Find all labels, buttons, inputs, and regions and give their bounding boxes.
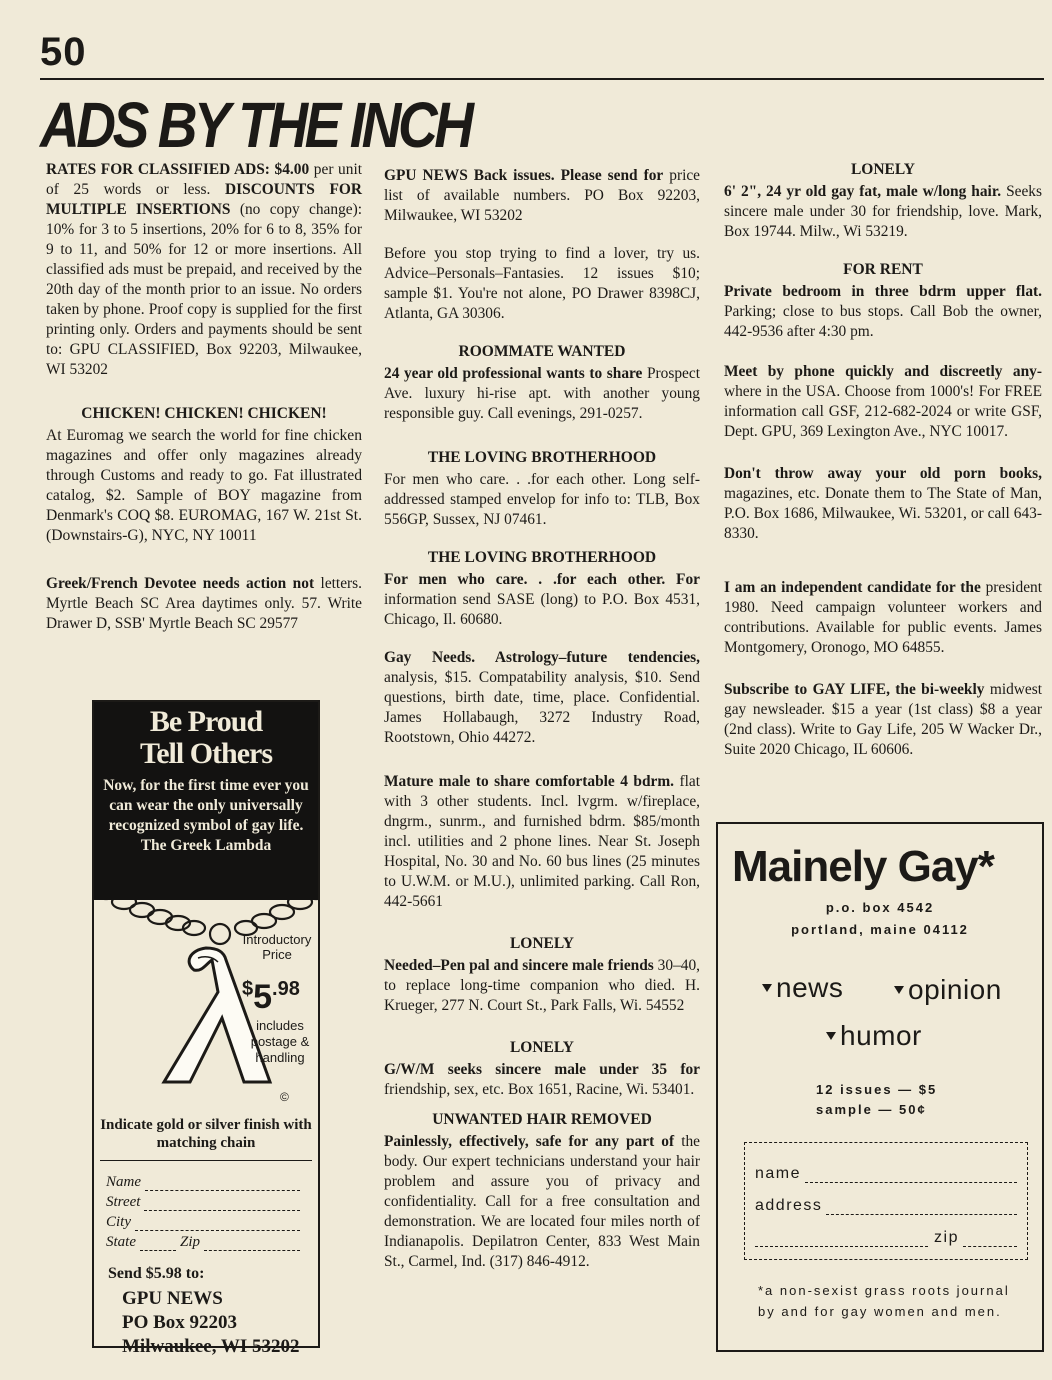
ad-lead: GPU NEWS Back issues. Please send for (384, 167, 664, 184)
ad-roommate (384, 342, 700, 424)
ad-heading: LONELY (850, 161, 916, 178)
address-line: Milwaukee, WI 53202 (122, 1336, 300, 1357)
ad-body: president 1980. Need campaign volunteer workers and contributions. Available for public events. James Montgomery, Oronogo, MO 64855. (724, 579, 1043, 656)
price-cents: .98 (272, 978, 300, 1000)
field-label: Street (106, 1194, 141, 1210)
field-line (140, 1237, 176, 1251)
price (242, 978, 300, 1017)
rates-text-1: per unit of 25 words or less. (46, 161, 363, 198)
intro-price-label: Introductory Price (242, 932, 312, 962)
ad-heading: UNWANTED HAIR REMOVED (432, 1111, 652, 1128)
field-label: zip (934, 1229, 959, 1246)
field-line (144, 1197, 300, 1211)
ad-lover (384, 244, 700, 324)
ad-body: friendship, sex, etc. Box 1651, Racine, Wi. 53401. (384, 1081, 695, 1098)
ad-heading: LONELY (509, 935, 575, 952)
ad-lead: G/W/M seeks sincere male under 35 for (384, 1061, 700, 1078)
ad-lead: Don't throw away your old porn books, (724, 465, 1042, 482)
ad-body: where in the USA. Choose from 1000's! For FREE information call GSF, 212-682-2024 or write GSF, Dept. GPU, 369 Lexington Ave., NYC 10017. (724, 383, 1042, 440)
rates-discount: DISCOUNTS FOR MULTIPLE INSERTIONS (46, 181, 363, 218)
topic-label: humor (840, 1020, 922, 1051)
street-field[interactable] (106, 1191, 300, 1211)
rates-heading: RATES FOR CLASSIFIED ADS: $4.00 (46, 161, 310, 178)
ad-body: analysis, $15. Compatability analysis, $10. Send questions, birth date, time, place. Confidential. James Hollabaugh, 3272 Industry Road, Rootstown, Ohio 44272. (384, 669, 700, 746)
ad-brotherhood-1 (384, 448, 700, 530)
ad-chicken (46, 404, 362, 546)
triangle-bullet-icon (894, 986, 904, 994)
column-1 (46, 160, 362, 652)
ad-lead: Greek/French Devotee needs action not (46, 575, 315, 592)
field-label: address (755, 1197, 823, 1214)
topic-opinion (894, 974, 1002, 1006)
mainely-order-form (744, 1142, 1028, 1260)
rates-text-2: (no copy change): 10% for 3 to 5 insertions, 20% for 6 to 8, 35% for 9 to 11, and 50% for 12 or more insertions. All classified ads must be prepaid, and received by the 20th day of the month prior to an issue. No orders taken by phone. Proof copy is supplied for the first printing only. Orders and payments should be sent to: GPU CLASSIFIED, Box 92203, Milwaukee, WI 53202 (46, 201, 362, 378)
mainely-address-1: p.o. box 4542 (825, 900, 935, 915)
ad-body: magazines, etc. Donate them to The State of Man, P.O. Box 1686, Milwaukee, Wi. 53201, or call 643-8330. (724, 485, 1042, 542)
field-line (145, 1177, 300, 1191)
address-line: PO Box 92203 (122, 1312, 238, 1333)
state-zip-field[interactable] (106, 1231, 300, 1251)
headline-be-proud: Be Proud (149, 705, 263, 738)
ad-body: Seeks sincere male under 30 for friendship, love. Mark, Box 19744. Milw., Wi 53219. (724, 183, 1042, 240)
zip-field[interactable] (755, 1215, 1017, 1247)
ad-lonely-mark (724, 160, 1042, 242)
mainely-footnote: *a non-sexist grass roots journal by and for gay women and men. (758, 1283, 1010, 1319)
topic-news (762, 972, 843, 1004)
field-line (204, 1237, 300, 1251)
ad-lead: I am an independent candidate for the (724, 579, 981, 596)
lambda-pendant-ad (92, 700, 320, 1357)
topic-label: news (776, 972, 844, 1003)
page-number: 50 (40, 30, 87, 74)
gpu-address (94, 1283, 318, 1359)
address-field[interactable] (755, 1183, 1017, 1215)
price-note: includes postage & handling (250, 1018, 310, 1065)
ad-mature-male (384, 772, 700, 912)
mainely-address-2: portland, maine 04112 (791, 922, 969, 937)
ad-lead: 24 year old professional wants to share (384, 365, 643, 382)
field-line (963, 1233, 1017, 1247)
ad-gpu-news (384, 166, 700, 226)
ad-lead: For men who care. . .for each other. For (384, 571, 700, 588)
field-label: State (106, 1234, 136, 1250)
ad-lead: Subscribe to GAY LIFE, the bi-weekly (724, 681, 985, 698)
topic-label: opinion (908, 974, 1002, 1005)
mainely-gay-title: Mainely Gay* (732, 842, 994, 891)
ad-porn-books (724, 464, 1042, 544)
ad-lonely-racine (384, 1038, 700, 1100)
field-label: Name (106, 1174, 141, 1190)
ad-body: Before you stop trying to find a lover, try us. Advice–Personals–Fantasies. 12 issues $10; sample $1. You're not alone, PO Drawer 8398CJ, Atlanta, GA 30306. (384, 245, 700, 322)
ad-lead: Needed–Pen pal and sincere male friends (384, 957, 654, 974)
headline-tell-others: Tell Others (139, 737, 273, 770)
ad-lead: Painlessly, effectively, safe for any part of (384, 1133, 675, 1150)
ad-heading: THE LOVING BROTHERHOOD (427, 449, 657, 466)
ad-gay-needs (384, 648, 700, 748)
top-rule (40, 78, 1044, 80)
field-line (826, 1201, 1017, 1215)
triangle-bullet-icon (762, 984, 772, 992)
ad-body: Parking; close to bus stops. Call Bob the owner, 442-9536 after 4:30 pm. (724, 303, 1042, 340)
ad-heading: FOR RENT (843, 261, 923, 278)
ad-body: 30–40, to replace long-time companion who died. H. Krueger, 277 N. Court St., Park Falls, Wi. 54552 (384, 957, 700, 1014)
lambda-subhead: Now, for the first time ever you can wear the only universally recognized symbol of gay life. The Greek Lambda (103, 777, 309, 854)
ad-for-rent (724, 260, 1042, 342)
field-line (805, 1169, 1017, 1183)
field-line (135, 1217, 300, 1231)
ad-body: letters. Myrtle Beach SC Area daytimes only. 57. Write Drawer D, SSB' Myrtle Beach SC 29577 (46, 575, 362, 632)
copyright-mark: © (280, 1090, 289, 1104)
price-dollar-sign: $ (242, 978, 254, 1000)
send-to-label: Send $5.98 to: (108, 1265, 205, 1282)
page-title: ADS BY THE INCH (40, 89, 471, 161)
city-field[interactable] (106, 1211, 300, 1231)
ad-candidate (724, 578, 1042, 658)
ad-body: information send SASE (long) to P.O. Box 4531, Chicago, Il. 60680. (384, 591, 700, 628)
lambda-art (94, 900, 318, 1112)
order-form (100, 1160, 312, 1251)
ad-heading: THE LOVING BROTHERHOOD (427, 549, 657, 566)
ad-meet-by-phone (724, 362, 1042, 442)
field-label: City (106, 1214, 131, 1230)
ad-gay-life (724, 680, 1042, 760)
triangle-bullet-icon (826, 1032, 836, 1040)
rates-block (46, 160, 362, 380)
subscription-rate: 12 issues — $5 (816, 1082, 938, 1097)
ad-lead: 6' 2", 24 yr old gay fat, male w/long hair. (724, 183, 1002, 200)
ad-greek (46, 574, 362, 634)
address-line: GPU NEWS (122, 1288, 223, 1309)
field-line (755, 1233, 928, 1247)
ad-body: price list of available numbers. PO Box 92203, Milwaukee, WI 53202 (384, 167, 701, 224)
sample-rate: sample — 50¢ (816, 1102, 927, 1117)
ad-heading: ROOMMATE WANTED (458, 343, 626, 360)
ad-heading: CHICKEN! CHICKEN! CHICKEN! (81, 405, 327, 422)
column-2 (384, 166, 700, 1290)
mainely-gay-ad (716, 822, 1044, 1352)
ad-body: Prospect Ave. luxury hi-rise apt. with another young responsible guy. Call evenings, 291-0257. (384, 365, 700, 422)
ad-lead: Mature male to share comfortable 4 bdrm. (384, 773, 675, 790)
name-field[interactable] (755, 1151, 1017, 1183)
ad-body: flat with 3 other students. Incl. lvgrm. w/fireplace, dngrm., sunrm., and furnished bdrm. $85/month incl. utilities and 2 phone lines. Near St. Joseph Hospital, No. 30 and No. 60 bus lines (25 minutes to U.W.M. or M.U.), unlimited parking. Call Ron, 442-5661 (384, 773, 700, 910)
price-dollars: 5 (253, 978, 273, 1016)
ad-hair-removal (384, 1110, 700, 1272)
field-label: Zip (180, 1234, 201, 1250)
field-label: name (755, 1165, 802, 1182)
ad-lonely-pen-pal (384, 934, 700, 1016)
ad-body: midwest gay newsleader. $15 a year (1st class) $8 a year (2nd class). Write to Gay Life, 205 W Wacker Dr., Suite 2020 Chicago, IL 60606. (724, 681, 1042, 758)
column-3 (724, 160, 1042, 778)
ad-lead: Private bedroom in three bdrm upper flat. (724, 283, 1042, 300)
topic-humor (826, 1020, 922, 1052)
ad-heading: LONELY (509, 1039, 575, 1056)
ad-body: For men who care. . .for each other. Long self-addressed stamped envelop for info to: TLB, Box 556GP, Sussex, NJ 07461. (384, 471, 700, 528)
name-field[interactable] (106, 1171, 300, 1191)
finish-note: Indicate gold or silver finish with matching chain (100, 1117, 312, 1151)
ad-lead: Meet by phone quickly and discreetly any- (724, 363, 1042, 380)
ad-body: At Euromag we search the world for fine chicken magazines and offer only magazines already through Customs and ready to go. Fat illustrated catalog, $2. Sample of BOY magazine from Denmark's COQ $8. EUROMAG, 167 W. 21st St. (Downstairs-G), NYC, NY 10011 (46, 427, 362, 544)
ad-lead: Gay Needs. Astrology–future tendencies, (384, 649, 700, 666)
ad-brotherhood-2 (384, 548, 700, 630)
ad-body: the body. Our expert technicians understand your hair problem and assure you of privacy and confidentiality. Call for a free consultation and demonstration. We are located four miles north of Indianapolis. Depilatron Center, 833 West Main St., Carmel, Ind. (317) 846-4912. (384, 1133, 700, 1270)
lambda-ad-header (94, 702, 318, 900)
